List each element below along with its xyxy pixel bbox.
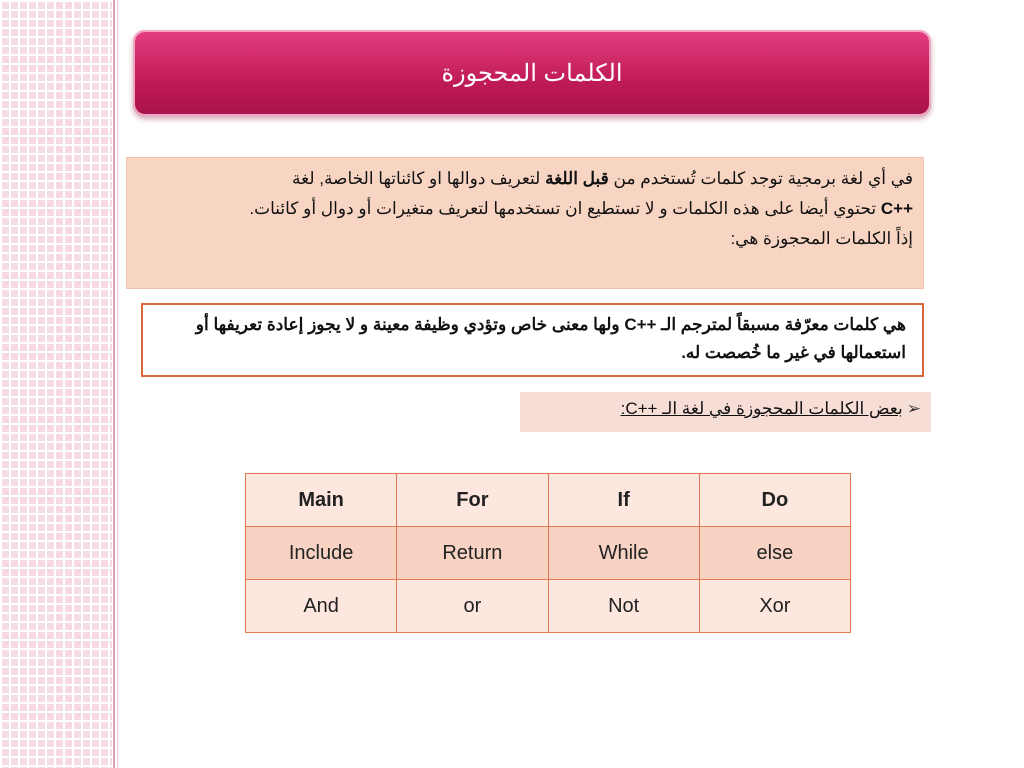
bullet-text: بعض الكلمات المحجوزة في لغة الـ ++C: — [620, 399, 903, 418]
table-cell: Xor — [699, 580, 850, 633]
table-cell: else — [699, 527, 850, 580]
table-header-cell: Do — [699, 474, 850, 527]
intro-text-3: تحتوي أيضا على هذه الكلمات و لا تستطيع ان تستخدمها لتعريف متغيرات أو دوال أو كائنات. — [249, 199, 881, 218]
table-cell: Not — [548, 580, 699, 633]
intro-text-4: إذاً الكلمات المحجوزة هي: — [730, 229, 913, 248]
intro-text-1: في أي لغة برمجية توجد كلمات تُستخدم من — [608, 169, 913, 188]
intro-text-2: لتعريف دوالها او كائناتها الخاصة, لغة — [292, 169, 546, 188]
keywords-table — [245, 473, 851, 633]
side-grid-decoration — [0, 0, 112, 768]
table-cell: Return — [397, 527, 548, 580]
table-header-cell: If — [548, 474, 699, 527]
side-divider-line — [113, 0, 115, 768]
definition-cpp-label: C++ — [624, 315, 657, 334]
table-cell: And — [246, 580, 397, 633]
keywords-bullet — [520, 392, 931, 432]
intro-cpp-label: C++ — [880, 199, 913, 218]
definition-box — [141, 303, 924, 377]
table-header-cell: For — [397, 474, 548, 527]
table-header-row — [246, 474, 851, 527]
side-divider-line-thin — [117, 0, 118, 768]
definition-text-2: ولها معنى خاص وتؤدي وظيفة معينة و لا يجوز إعادة تعريفها أو استعمالها في غير ما خُصصت له. — [195, 315, 906, 362]
page-title: الكلمات المحجوزة — [441, 59, 623, 87]
arrow-bullet-icon: ➢ — [906, 399, 921, 418]
table-row — [246, 527, 851, 580]
title-banner — [133, 30, 931, 116]
intro-bold-text: قبل اللغة — [545, 169, 609, 188]
table-row — [246, 580, 851, 633]
table-cell: While — [548, 527, 699, 580]
table-cell: or — [397, 580, 548, 633]
table-cell: Include — [246, 527, 397, 580]
definition-text-1: هي كلمات معرّفة مسبقاً لمترجم الـ — [656, 315, 906, 334]
table-header-cell: Main — [246, 474, 397, 527]
intro-paragraph — [126, 157, 924, 289]
